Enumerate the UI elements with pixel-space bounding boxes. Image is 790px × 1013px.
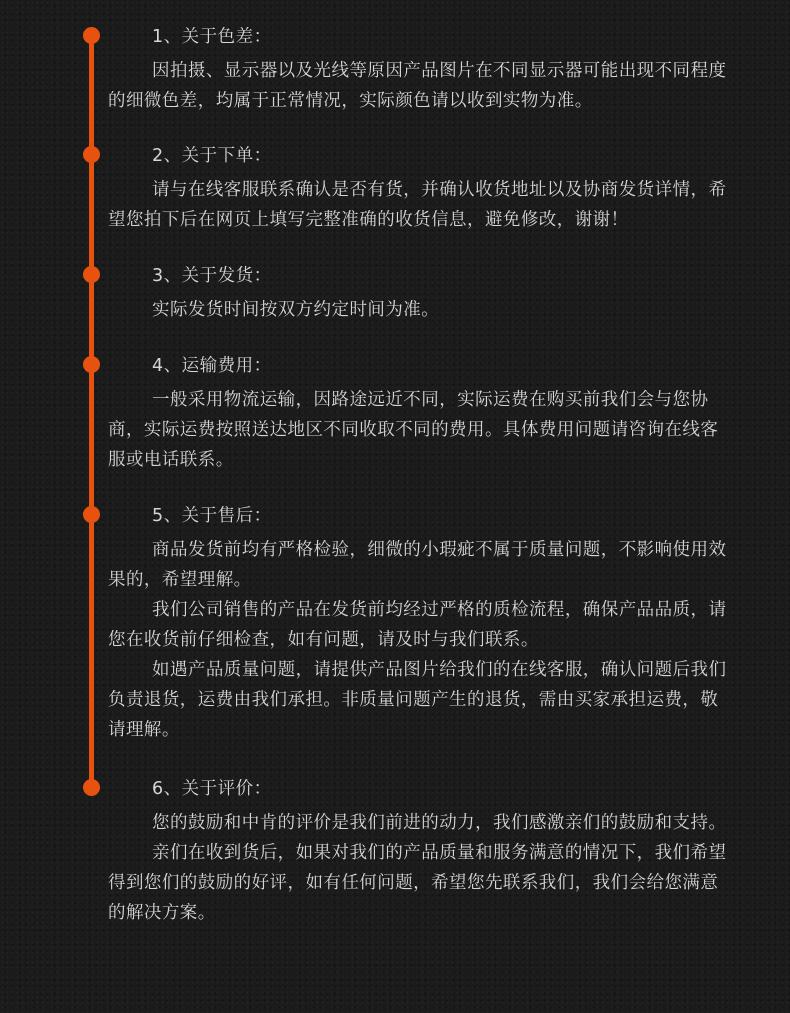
section-body: [108, 56, 733, 116]
section-body: [108, 385, 733, 475]
section-paragraph: 亲们在收到货后，如果对我们的产品质量和服务满意的情况下，我们希望得到您们的鼓励的好评，如有任何问题，希望您先联系我们，我们会给您满意的解决方案。: [108, 843, 727, 923]
section-paragraph: 您的鼓励和中肯的评价是我们前进的动力，我们感激亲们的鼓励和支持。: [152, 813, 727, 833]
timeline-dot: [83, 27, 100, 44]
section-paragraph: 因拍摄、显示器以及光线等原因产品图片在不同显示器可能出现不同程度的细微色差，均属于正常情况，实际颜色请以收到实物为准。: [108, 61, 727, 111]
timeline-dot: [83, 266, 100, 283]
timeline-dot: [83, 506, 100, 523]
section-heading: 1、关于色差：: [152, 27, 272, 47]
section-paragraph: 商品发货前均有严格检验，细微的小瑕疵不属于质量问题，不影响使用效果的，希望理解。: [108, 540, 727, 590]
section-heading: 4、运输费用：: [152, 356, 272, 376]
section-paragraph: 一般采用物流运输，因路途远近不同，实际运费在购买前我们会与您协商，实际运费按照送达地区不同收取不同的费用。具体费用问题请咨询在线客服或电话联系。: [108, 390, 719, 470]
section-heading: 6、关于评价：: [152, 779, 272, 799]
timeline-dot: [83, 779, 100, 796]
section-heading: 5、关于售后：: [152, 506, 272, 526]
timeline-dot: [83, 146, 100, 163]
section-body: [108, 535, 733, 745]
section-heading: 2、关于下单：: [152, 146, 272, 166]
timeline-dot: [83, 356, 100, 373]
section-body: [108, 175, 733, 235]
section-heading: 3、关于发货：: [152, 266, 272, 286]
section-body: [108, 808, 733, 928]
section-paragraph: 请与在线客服联系确认是否有货，并确认收货地址以及协商发货详情，希望您拍下后在网页上填写完整准确的收货信息，避免修改，谢谢！: [108, 180, 727, 230]
section-paragraph: 如遇产品质量问题，请提供产品图片给我们的在线客服，确认问题后我们负责退货，运费由我们承担。非质量问题产生的退货，需由买家承担运费，敬请理解。: [108, 660, 727, 740]
section-paragraph: 实际发货时间按双方约定时间为准。: [152, 300, 440, 320]
section-paragraph: 我们公司销售的产品在发货前均经过严格的质检流程，确保产品品质，请您在收货前仔细检查，如有问题，请及时与我们联系。: [108, 600, 727, 650]
section-body: [108, 295, 733, 325]
